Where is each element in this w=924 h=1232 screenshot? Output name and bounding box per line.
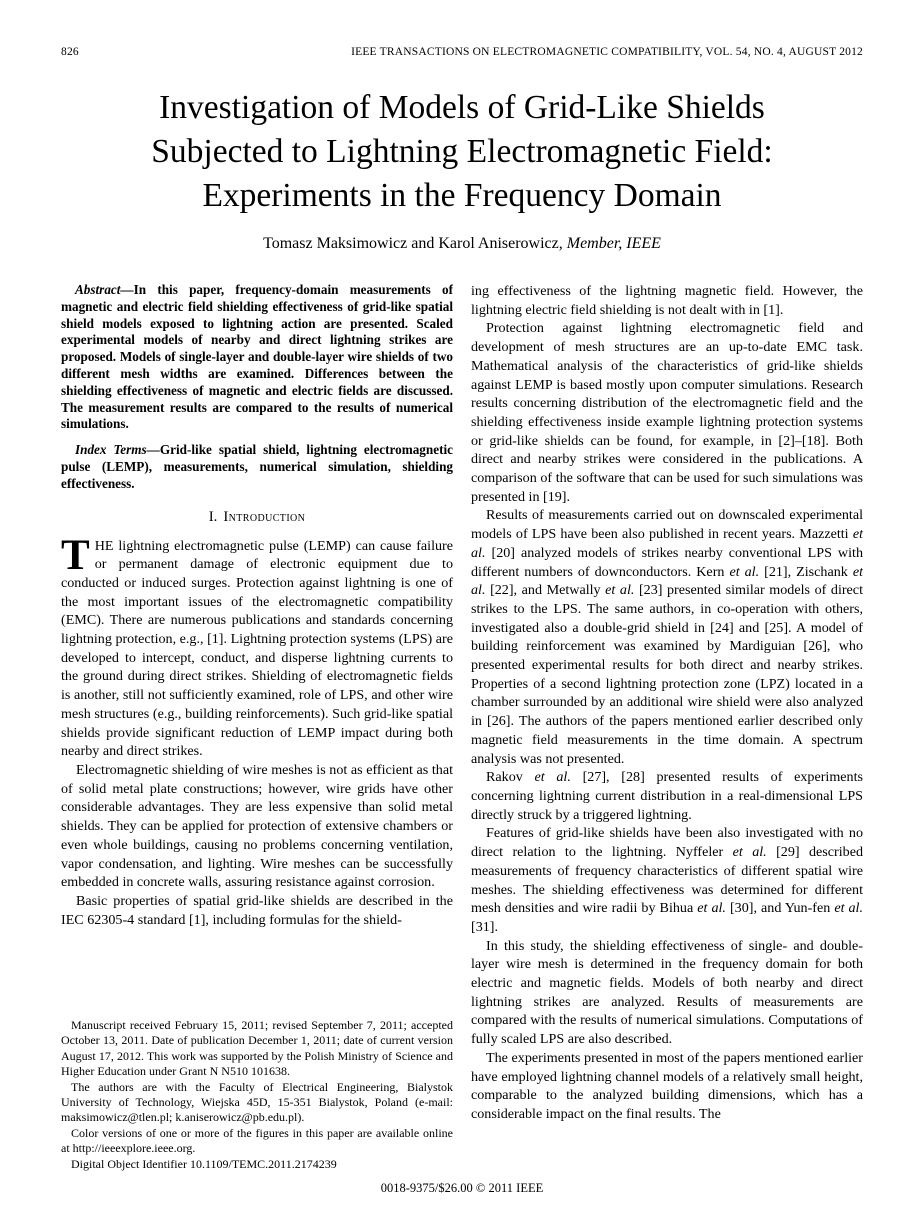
abstract-text: In this paper, frequency-domain measurements of magnetic and electric field shielding effectiveness of grid-like spatial shield models exposed to lightning action are presented. Scaled experimental models of nearby and direct lightning strikes are proposed. Models of single-layer and double-layer wire shields of two different mesh widths are examined. Differences between the shielding effectiveness of magnetic and electric fields are discussed. The measurement results are compared to the results of numerical simulations. bbox=[61, 282, 453, 432]
index-terms bbox=[61, 442, 453, 492]
text-segment: The authors are with the Faculty of Electrical Engineering, Bialystok University of Technology, Wiejska 45D, 15-351 Bialystok, Poland (e-mail: maksimowicz@tlen.pl; k.aniserowicz@pb.edu.pl). bbox=[61, 1079, 453, 1125]
text-segment: Digital Object Identifier 10.1109/TEMC.2011.2174239 bbox=[71, 1156, 337, 1171]
intro-paragraph bbox=[61, 531, 453, 761]
footnote-paragraph bbox=[61, 1157, 453, 1172]
text-segment: [29] described measurements of frequency characteristics of different spatial wire meshes. The shielding effectiveness was determined for different mesh densities and wire radii by Bihua bbox=[471, 844, 863, 917]
authors-line bbox=[40, 235, 884, 253]
text-segment: [27], [28] presented results of experiments concerning lightning current distribution in a real-dimensional LPS directly struck by a triggered lightning. bbox=[471, 769, 863, 823]
text-segment: Manuscript received February 15, 2011; revised September 7, 2011; accepted October 13, 2011. Date of publication December 1, 2011; date of current version August 17, 2012. This work was supported by the Polish Ministry of Science and Higher Education under Grant N N510 101638. bbox=[61, 1017, 453, 1079]
text-segment: et al. bbox=[534, 769, 571, 786]
body-paragraph bbox=[471, 506, 863, 768]
journal-title: IEEE TRANSACTIONS ON ELECTROMAGNETIC COMPATIBILITY, VOL. 54, NO. 4, AUGUST 2012 bbox=[351, 46, 863, 58]
text-segment: et al. bbox=[834, 900, 863, 917]
paper-title-line-3: Experiments in the Frequency Domain bbox=[202, 177, 722, 214]
title-block bbox=[40, 86, 884, 253]
text-segment: et al. bbox=[471, 526, 863, 561]
body-paragraph bbox=[471, 282, 863, 319]
abstract-label: Abstract— bbox=[75, 282, 134, 297]
text-segment: Features of grid-like shields have been also investigated with no direct relation to the lightning. Nyffeler bbox=[471, 825, 863, 861]
section-number: I. bbox=[208, 508, 218, 525]
body-paragraph bbox=[471, 1049, 863, 1124]
text-segment: et al. bbox=[697, 900, 726, 917]
page-header bbox=[61, 46, 863, 58]
body-paragraph bbox=[61, 892, 453, 929]
intro-paragraph-text: HE lightning electromagnetic pulse (LEMP) can cause failure or permanent damage of electronic equipment due to conducted or induced surges. Protection against lightning is one of the most important issues of the electromagnetic compatibility (EMC). There are numerous publications and standards concerning lightning protection, e.g., [1]. Lightning protection systems (LPS) are developed to intercept, conduct, and disperse lightning currents to the ground during direct strikes. Shielding of electromagnetic fields is another, still not sufficiently examined, role of LPS, and other wire mesh structures (e.g., building reinforcements). Such grid-like spatial shields provide significant reduction of LEMP impact during both nearby and direct strikes. bbox=[61, 537, 453, 760]
text-segment: et al. bbox=[471, 563, 863, 599]
text-segment: Results of measurements carried out on downscaled experimental models of LPS have been also published in recent years. Mazzetti bbox=[471, 507, 863, 543]
author-names: Tomasz Maksimowicz and Karol Aniserowicz bbox=[263, 235, 559, 252]
text-segment: Protection against lightning electromagnetic field and development of mesh structures are an up-to-date EMC task. Mathematical analysis of the characteristics of grid-like shields against LEMP is based mostly upon computer simulations. Research results concerning distribution of the electromagnetic field and the shielding effectiveness inside example lightning protection systems or grid-like shields can be found, for example, in [2]–[18]. Both direct and nearby strikes were considered in the publications. A comparison of the software that can be used for such simulations was presented in [19]. bbox=[471, 320, 863, 505]
text-segment: Basic properties of spatial grid-like shields are described in the IEC 62305-4 standard [1], including formulas for the shield- bbox=[61, 892, 453, 928]
text-segment: Electromagnetic shielding of wire meshes is not as efficient as that of solid metal plate constructions; however, wire grids have other considerable advantages. They are less expensive than solid metal shields. They can be applied for protection of extensive chambers or even whole buildings, causing no problems concerning ventilation, vapor condensation, and lighting. Wire meshes can be successfully embedded in concrete walls, assuring resistance against corrosion. bbox=[61, 762, 453, 891]
page-number: 826 bbox=[61, 46, 79, 58]
index-terms-label: Index Terms— bbox=[75, 442, 160, 458]
footnote-paragraph bbox=[61, 1080, 453, 1126]
author-membership: , Member, IEEE bbox=[558, 235, 661, 252]
text-segment: [23] presented similar models of direct strikes to the LPS. The same authors, in co-operation with others, investigated also a double-grid shield in [24] and [25]. A model of building reinforcement was examined by Mardiguian [26], who presented experimental results for both direct and nearby strikes. Properties of a second lightning protection zone (LPZ) located in a chamber surrounded by an additional wire shield were also analyzed in [26]. The authors of the papers mentioned earlier described only magnetic field measurements in the time domain. A spectrum analysis was not presented. bbox=[471, 582, 863, 767]
body-paragraph bbox=[471, 937, 863, 1049]
paper-title bbox=[40, 86, 884, 218]
text-segment: [22], and Metwally bbox=[485, 582, 606, 599]
text-segment: Rakov bbox=[486, 769, 535, 786]
text-segment: et al. bbox=[729, 563, 760, 580]
footnote-paragraph bbox=[61, 1126, 453, 1157]
section-heading-introduction bbox=[61, 509, 453, 526]
text-segment: [21], Zischank bbox=[759, 563, 853, 580]
text-segment: [20] analyzed models of strikes nearby conventional LPS with different numbers of downconductors. Kern bbox=[471, 544, 863, 580]
text-segment: In this study, the shielding effectiveness of single- and double-layer wire mesh is determined in the frequency domain for both electric and magnetic fields. Models of both nearby and direct lightning strikes are analyzed. Results of measurements are compared with the results of numerical simulations. Computations of fully scaled LPS are also described. bbox=[471, 937, 863, 1048]
left-column-paragraphs bbox=[61, 761, 453, 929]
paper-title-line-2: Subjected to Lightning Electromagnetic Field: bbox=[151, 133, 773, 170]
page-footer bbox=[0, 1181, 924, 1196]
body-paragraph bbox=[471, 824, 863, 936]
right-column bbox=[471, 282, 863, 1172]
footnote-paragraph bbox=[61, 1018, 453, 1080]
text-segment: et al. bbox=[605, 582, 635, 599]
text-segment: Color versions of one or more of the figures in this paper are available online at http://ieeexplore.ieee.org. bbox=[61, 1125, 453, 1156]
two-column-body bbox=[61, 282, 863, 1172]
body-paragraph bbox=[471, 319, 863, 506]
section-title: Introduction bbox=[223, 508, 306, 525]
text-segment: The experiments presented in most of the papers mentioned earlier have employed lightning channel models of a relatively small height, comparable to the analyzed building dimensions, which has a considerable impact on the final results. The bbox=[471, 1049, 863, 1122]
text-segment: [31]. bbox=[471, 918, 499, 935]
abstract bbox=[61, 282, 453, 433]
text-segment: et al. bbox=[732, 844, 767, 861]
body-paragraph bbox=[61, 761, 453, 892]
footnote-block bbox=[61, 1010, 453, 1172]
text-segment: [30], and Yun-fen bbox=[725, 900, 835, 917]
left-column bbox=[61, 282, 453, 1172]
paper-title-line-1: Investigation of Models of Grid-Like Shields bbox=[159, 89, 765, 126]
copyright-line: 0018-9375/$26.00 © 2011 IEEE bbox=[380, 1181, 544, 1195]
body-paragraph bbox=[471, 768, 863, 824]
index-terms-text: Grid-like spatial shield, lightning electromagnetic pulse (LEMP), measurements, numerical simulation, shielding effectiveness. bbox=[61, 442, 453, 491]
drop-cap: T bbox=[61, 531, 90, 579]
text-segment: ing effectiveness of the lightning magnetic field. However, the lightning electric field shielding is not dealt with in [1]. bbox=[471, 283, 863, 318]
